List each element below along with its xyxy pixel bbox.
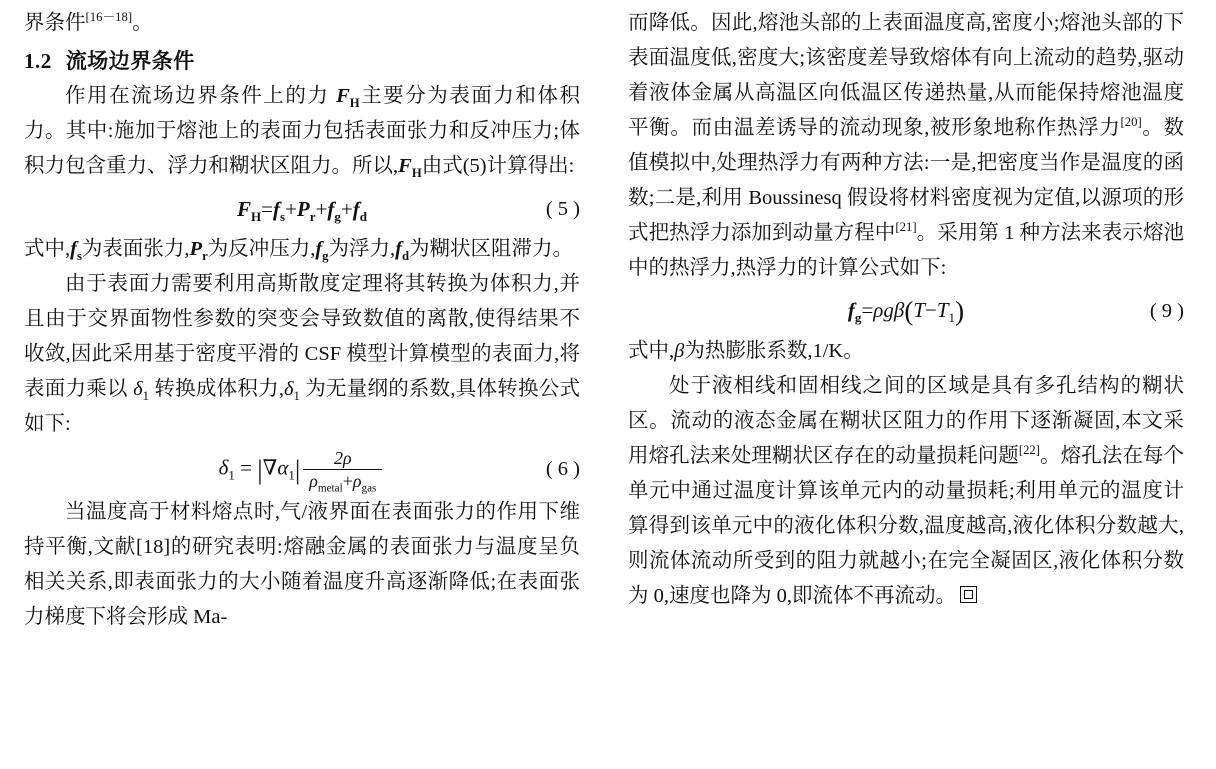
rpara1-c: 。采用第 1 种方法来表示熔池中的热浮力,热浮力的计算公式如下: (628, 222, 1185, 279)
symbol-FH-1-sub: H (349, 96, 360, 111)
equation-6-body (218, 448, 386, 495)
right-column (628, 6, 1184, 769)
symbol-FH-1: F (336, 85, 350, 107)
left-column (24, 6, 580, 769)
eq6-frac-bot-rho1: ρ (309, 471, 318, 491)
rpara1-a: 而降低。因此,熔池头部的上表面温度高,密度小;熔池头部的下表面温度低,密度大;该密度差导致熔体有向上流动的趋势,驱动着液体金属从高温区向低温区传递热量,从而能保持熔池温度平衡。而由温差诱导的流动现象,被形象地称作热浮力 (628, 12, 1184, 139)
two-column-layout (24, 6, 1192, 769)
eq6-frac-bot-rho2: ρ (352, 471, 362, 491)
symbol-fg: f (315, 238, 323, 260)
symbol-fd: f (395, 238, 402, 260)
eq6-lhs: δ (218, 455, 229, 480)
citation-ref-21: [21] (895, 220, 917, 235)
equation-6 (24, 448, 580, 495)
symbol-fd-sub: d (401, 249, 410, 264)
continued-text-after: 。 (132, 12, 153, 34)
eq6-frac-top: 2ρ (303, 448, 382, 470)
symbol-fs: f (70, 238, 77, 260)
symbol-delta1-a-sub: 1 (142, 389, 149, 404)
eq6-frac-bottom (303, 470, 382, 495)
para1-text-a: 作用在流场边界条件上的力 (65, 85, 337, 107)
symbol-Pr: P (189, 238, 203, 260)
symbol-Pr-sub: r (202, 249, 208, 264)
paragraph-mushy-zone (628, 369, 1184, 614)
paragraph-marangoni: 当温度高于材料熔点时,气/液界面在表面张力的作用下维持平衡,文献[18]的研究表明:熔融金属的表面张力与温度呈负相关关系,即表面张力的大小随着温度升高逐渐降低;在表面张力梯度下将会形成 Ma- (24, 501, 580, 628)
eq6-equals: = (240, 455, 252, 480)
para3-c: 为无量纲的系数,具体转换公式如下: (24, 378, 581, 435)
eq9-minus: − (925, 297, 937, 322)
symbol-delta1-b-sub: 1 (293, 389, 300, 404)
eq6-grad: ∇α (262, 455, 289, 480)
paragraph-thermal-buoyancy (628, 6, 1184, 286)
eq9-equals: = (861, 297, 874, 322)
rpara1-b: 。数值模拟中,处理热浮力有两种方法:一是,把密度当作是温度的函数;二是,利用 Boussinesq 假设将材料密度视为定值,以源项的形式把热浮力添加到动量方程中 (628, 117, 1185, 244)
citation-ref-16-18: [16－18] (85, 10, 133, 25)
paragraph-symbol-defs-1 (24, 232, 580, 267)
eq9-T: T (913, 297, 926, 322)
eq6-abs-open: | (257, 454, 263, 485)
paragraph-flow-force (24, 79, 580, 184)
continued-paragraph (24, 6, 580, 41)
def2-b: 为热膨胀系数,1/K。 (684, 340, 864, 362)
equation-9-number: ( 9 ) (1149, 299, 1184, 322)
symbol-fg-sub: g (322, 249, 329, 264)
def1-d: 为浮力, (328, 238, 396, 260)
symbol-delta1-b: δ (283, 378, 294, 400)
eq6-frac-bot-plus: + (342, 471, 353, 491)
end-of-article-mark (960, 586, 977, 603)
def2-a: 式中, (628, 340, 675, 362)
paragraph-csf-model (24, 267, 580, 442)
section-title: 流场边界条件 (65, 49, 195, 73)
eq6-abs-close: | (294, 454, 301, 485)
equation-5-number: ( 5 ) (545, 197, 580, 220)
eq6-lhs-sub: 1 (228, 467, 235, 483)
eq9-rho-g-beta: ρgβ (873, 297, 905, 322)
citation-ref-22: [22] (1018, 443, 1041, 458)
para3-b: 转换成体积力, (148, 378, 284, 400)
para3-a: 由于表面力需要利用高斯散度定理将其转换为体积力,并且由于交界面物性参数的突变会导致数值的离散,使得结果不收敛,因此采用基于密度平滑的 CSF 模型计算模型的表面力,将表面力乘以 (24, 273, 580, 400)
symbol-FH-2: F (398, 155, 412, 177)
section-heading-1-2 (24, 43, 580, 79)
para1-text-b: 主要分为表面力和体积力。其中:施加于熔池上的表面力包括表面张力和反冲压力;体积力包含重力、浮力和糊状区阻力。所以, (24, 85, 581, 177)
equation-5-body: $F_H=f_s+P_r+f_g+f_d$ (237, 196, 367, 224)
equation-6-number: ( 6 ) (545, 458, 580, 480)
citation-ref-20: [20] (1120, 115, 1142, 130)
def1-b: 为表面张力, (81, 238, 190, 260)
symbol-FH-2-sub: H (411, 166, 422, 181)
eq9-T1-sub: 1 (948, 309, 956, 325)
eq9-paren-open: ( (904, 295, 914, 326)
eq9-lhs: f (847, 297, 855, 322)
para1-text-c: 由式(5)计算得出: (421, 155, 575, 177)
paragraph-symbol-defs-2 (628, 334, 1184, 369)
rpara3-a: 处于液相线和固相线之间的区域是具有多孔结构的糊状区。流动的液态金属在糊状区阻力的作用下逐渐凝固,本文采用熔孔法来处理糊状区存在的动量损耗问题 (628, 375, 1184, 467)
def1-c: 为反冲压力, (207, 238, 316, 260)
eq9-lhs-sub: g (854, 309, 862, 325)
eq6-frac-bot-sub2: gas (361, 482, 377, 495)
eq6-grad-sub: 1 (288, 467, 295, 483)
symbol-fs-sub: s (76, 249, 82, 264)
symbol-delta1-a: δ (133, 378, 143, 400)
eq6-frac-bot-sub1: metal (317, 482, 343, 495)
def1-e: 为糊状区阻滞力。 (409, 238, 574, 260)
equation-9 (628, 292, 1184, 330)
def1-a: 式中, (24, 238, 71, 260)
eq9-T1: T (936, 297, 949, 322)
rpara3-b: 。熔孔法在每个单元中通过温度计算该单元内的动量损耗;利用单元的温度计算得到该单元中的液化体积分数,温度越高,液化体积分数越大,则流体流动所受到的阻力就越小;在完全凝固区,液化体积分数为 0,速度也降为 0,即流体不再流动。 (628, 445, 1185, 607)
symbol-beta: β (674, 340, 685, 362)
equation-5 (24, 190, 580, 228)
equation-9-body (848, 296, 964, 327)
continued-text-before: 界条件 (24, 12, 86, 34)
eq6-fraction (303, 448, 382, 495)
section-number: 1.2 (24, 49, 52, 73)
eq9-paren-close: ) (955, 295, 965, 326)
